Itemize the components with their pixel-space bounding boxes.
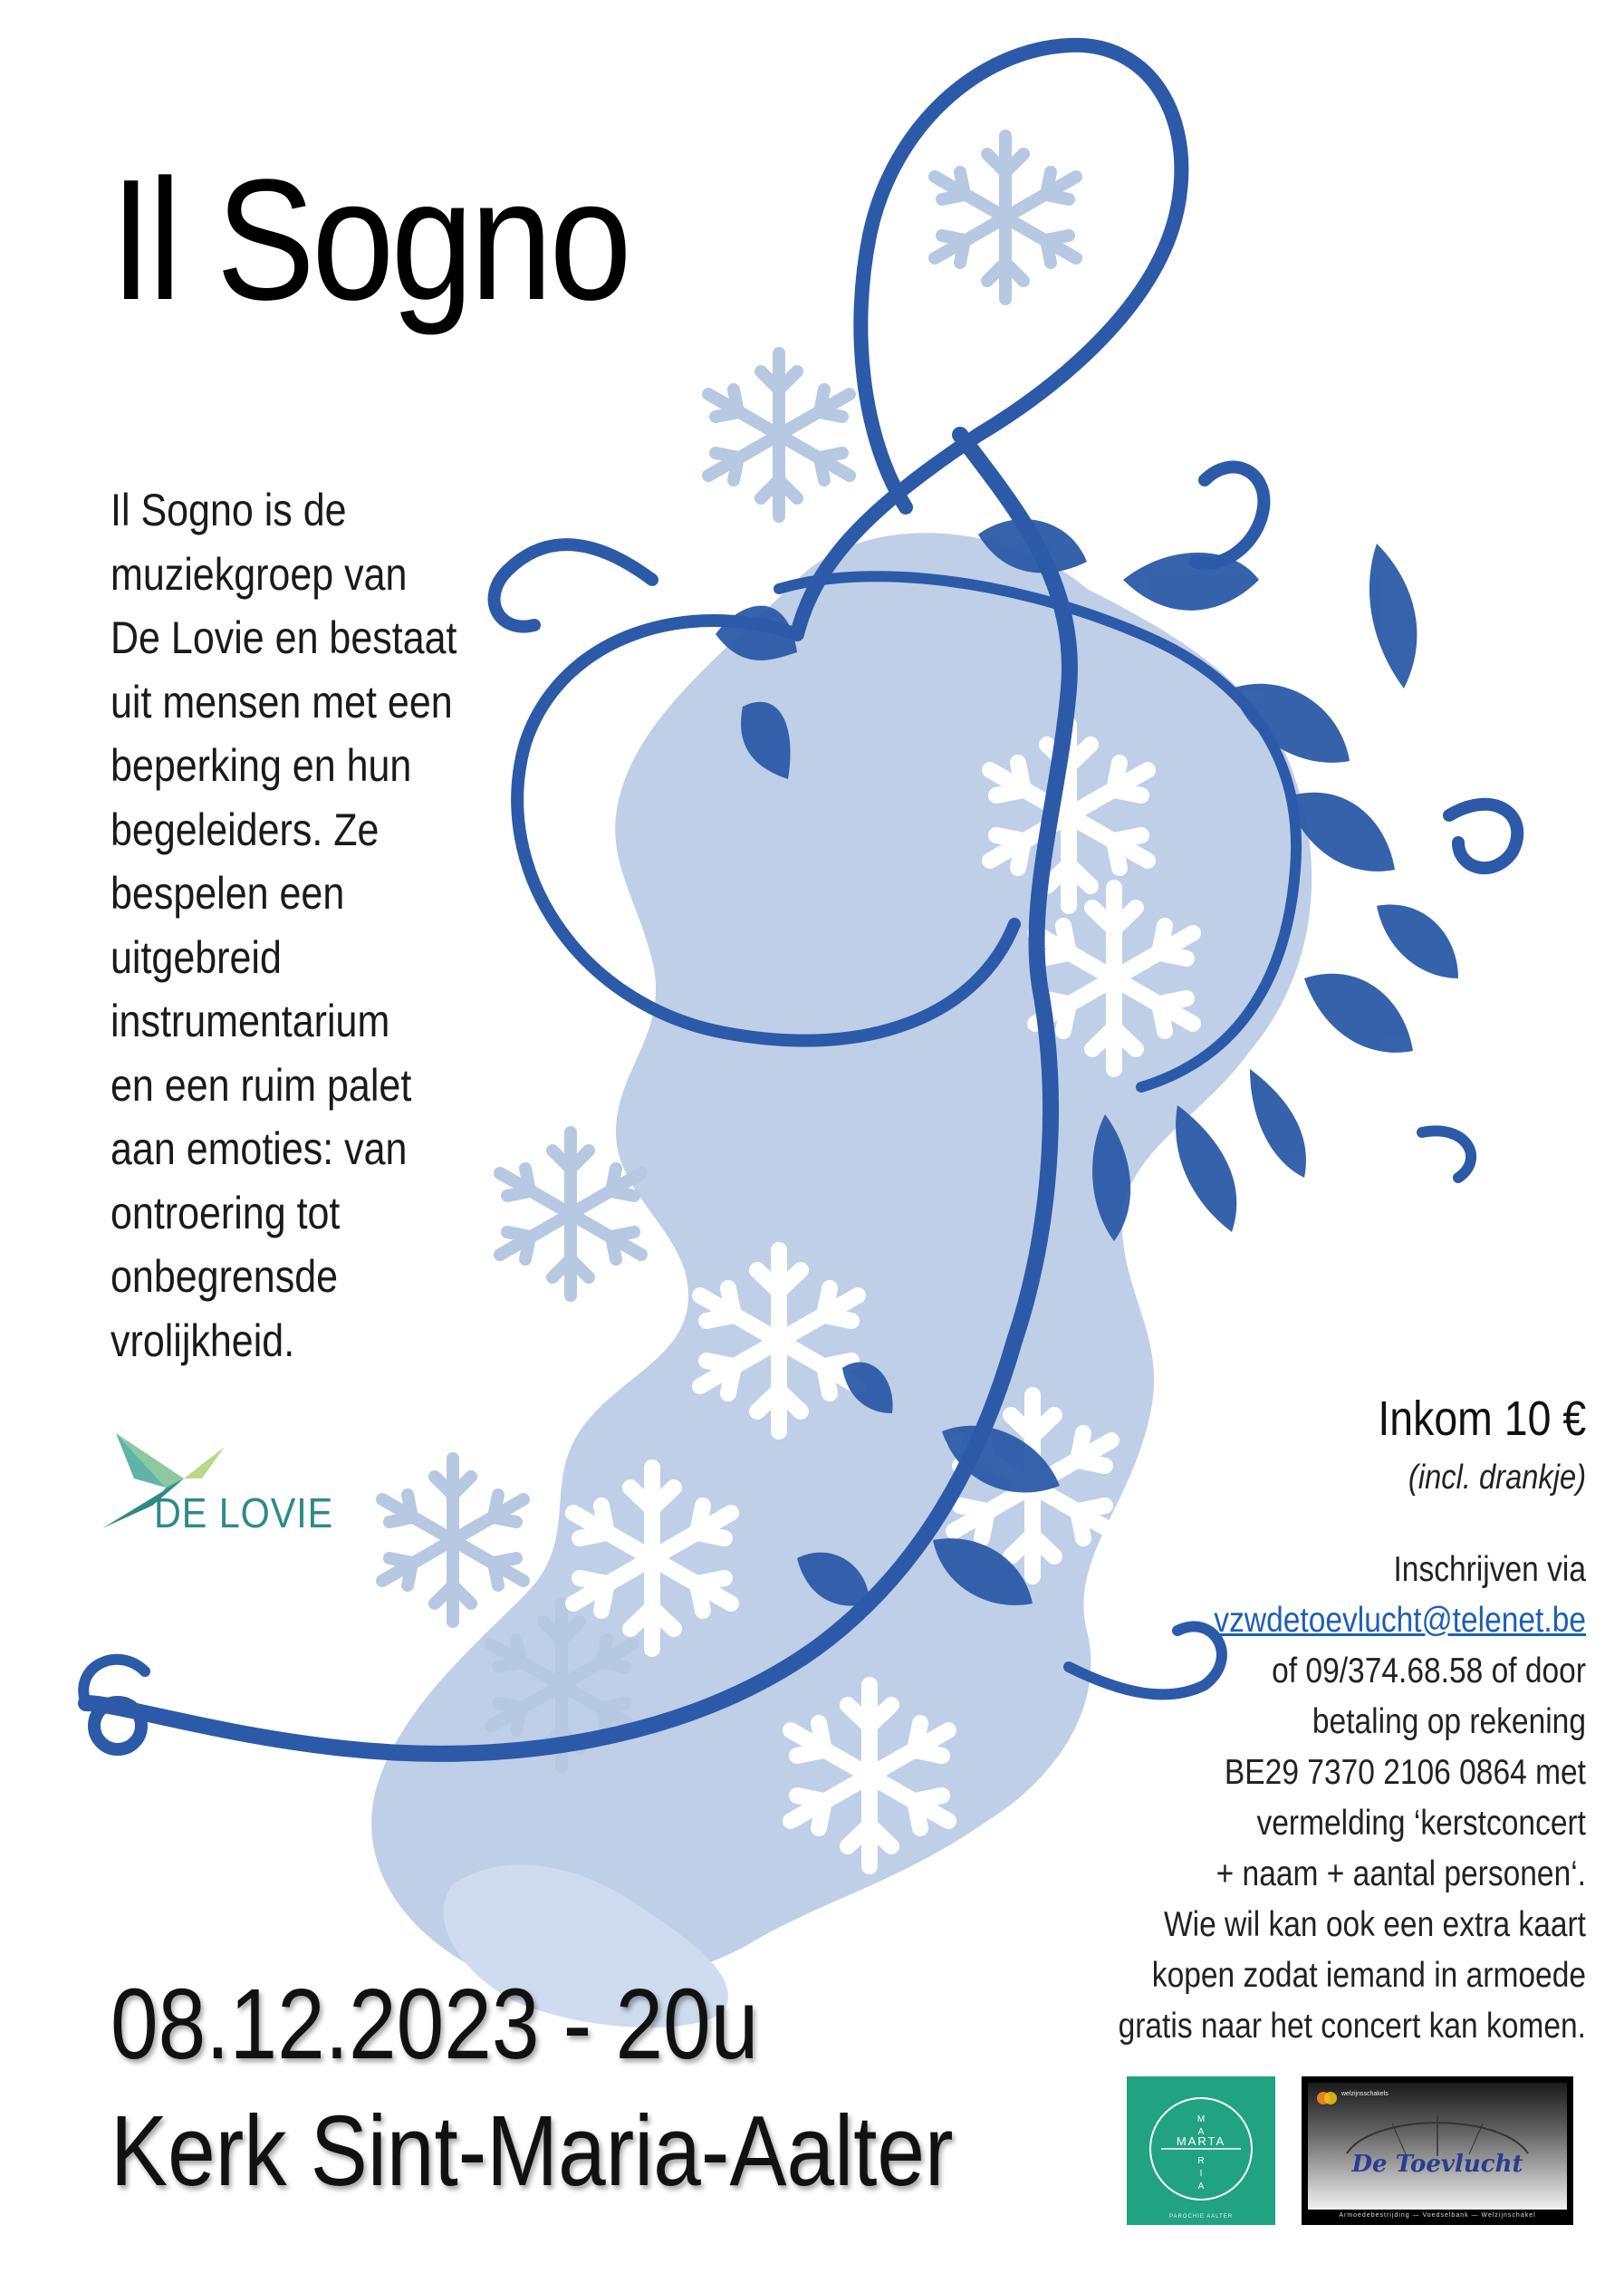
registration-line: Inschrijven via [1393, 1550, 1586, 1589]
description [111, 478, 476, 1372]
description-line: muziekgroep van [111, 548, 408, 600]
registration-line: betaling op rekening [1312, 1702, 1586, 1741]
marta-letter: A [1197, 2127, 1205, 2137]
registration-line: + naam + aantal personen‘. [1216, 1854, 1586, 1893]
registration-line: Wie wil kan ook een extra kaart [1163, 1905, 1586, 1944]
toevlucht-subtitle: Armoedebestrijding — Voedselbank — Welzijnschakel [1339, 2212, 1536, 2219]
description-line: De Lovie en bestaat [111, 612, 457, 663]
description-line: Il Sogno is de [111, 485, 347, 535]
description-line: vrolijkheid. [111, 1315, 295, 1366]
welzijnsschakels-icon [1316, 2087, 1338, 2109]
marta-letter: M [1196, 2114, 1206, 2124]
description-line: uit mensen met een [111, 676, 453, 727]
registration-line: of 09/374.68.58 of door [1272, 1652, 1586, 1690]
de-toevlucht-logo [1302, 2076, 1573, 2225]
toevlucht-top-text: welzijnsschakels [1341, 2091, 1389, 2097]
event-venue: Kerk Sint-Maria-Aalter [111, 2095, 954, 2207]
marta-name: MARTA [1176, 2134, 1226, 2148]
marta-logo [1127, 2076, 1275, 2225]
marta-letter: A [1197, 2181, 1205, 2191]
description-line: ontroering tot [111, 1187, 341, 1238]
marta-logo-circle [1127, 2076, 1275, 2225]
registration-line: kopen zodat iemand in armoede [1151, 1956, 1586, 1995]
description-line: en een ruim palet [111, 1059, 412, 1111]
page-title: Il Sogno [111, 144, 629, 336]
umbrella-icon [1338, 2104, 1537, 2158]
description-line: beperking en hun [111, 740, 412, 791]
de-lovie-logo-text: DE LOVIE [154, 1489, 334, 1536]
email-link[interactable]: vzwdetoevlucht@telenet.be [1214, 1601, 1586, 1640]
description-line: uitgebreid [111, 931, 282, 983]
event-date-time: 08.12.2023 - 20u [111, 1969, 759, 2080]
description-line: aan emoties: van [111, 1123, 408, 1174]
registration-info [1041, 1545, 1586, 2052]
description-line: instrumentarium [111, 996, 390, 1046]
registration-line: vermelding ‘kerstconcert [1256, 1804, 1586, 1843]
description-line: bespelen een [111, 868, 345, 919]
description-line: begeleiders. Ze [111, 804, 380, 855]
marta-letter: I [1199, 2169, 1203, 2179]
toevlucht-name: De Toevlucht [1351, 2151, 1523, 2178]
marta-letter: R [1197, 2156, 1205, 2166]
price-label: Inkom 10 € [1378, 1392, 1586, 1446]
description-line: onbegrensde [111, 1251, 339, 1302]
registration-line: gratis naar het concert kan komen. [1118, 2007, 1586, 2046]
marta-subtitle: PAROCHIE AALTER [1168, 2214, 1234, 2220]
registration-line: BE29 7370 2106 0864 met [1224, 1753, 1586, 1792]
price-note: (incl. drankje) [1408, 1459, 1586, 1497]
